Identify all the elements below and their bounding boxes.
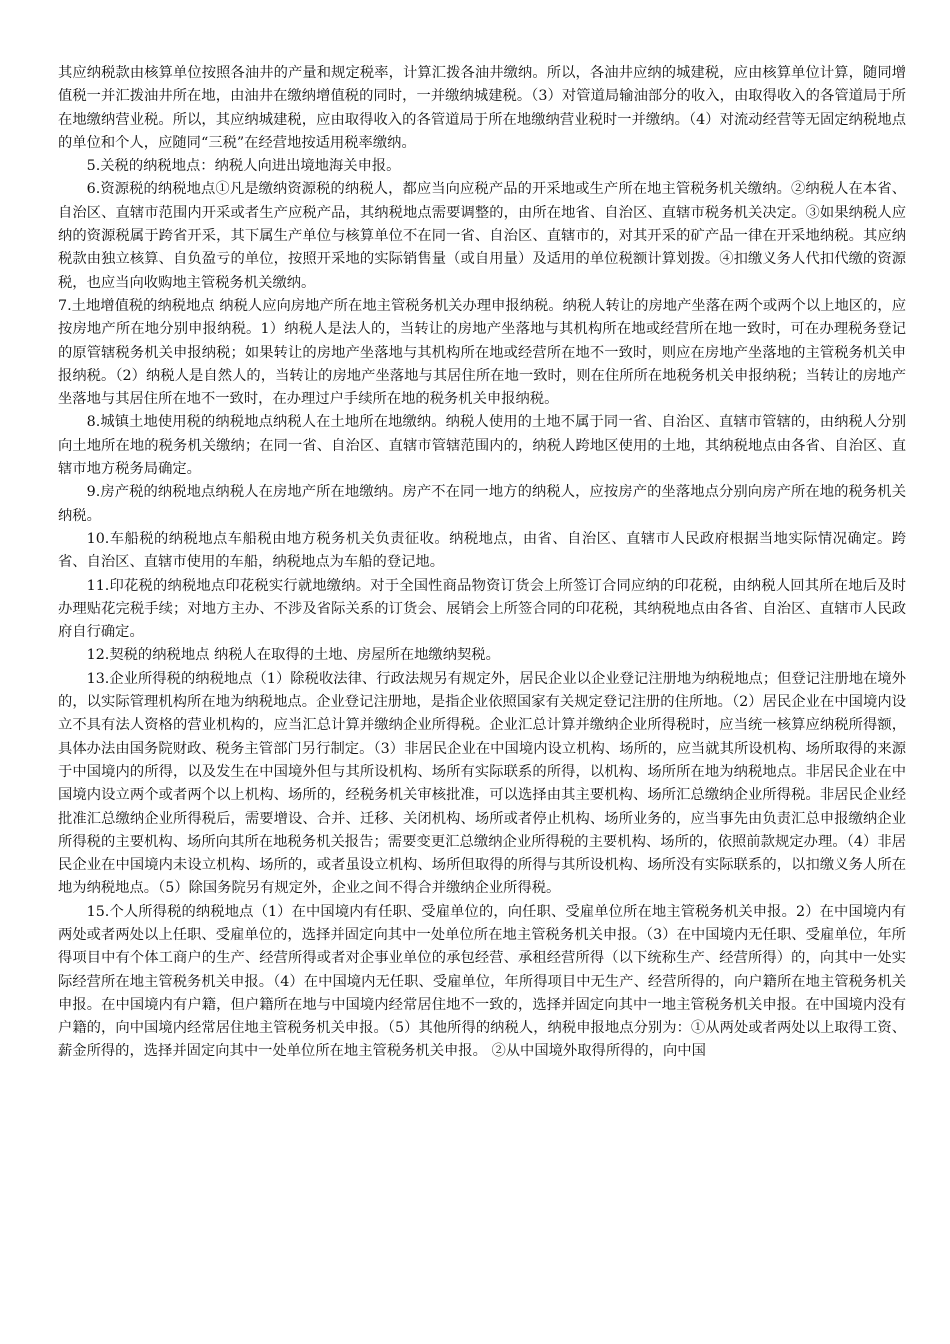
paragraph-enterprise-income-tax: 13.企业所得税的纳税地点（1）除税收法律、行政法规另有规定外，居民企业以企业登记注册地为纳税地点；但登记注册地在境外的，以实际管理机构所在地为纳税地点。企业登记注册地，是指企业依照国家有关规定登记注册的住所地。（2）居民企业在中国境内设立不具有法人资格的营业机构的，应当汇总计算并缴纳企业所得税。企业汇总计算并缴纳企业所得税时，应当统一核算应纳税所得额，具体办法由国务院财政、税务主管部门另行制定。（3）非居民企业在中国境内设立机构、场所的，应当就其所设机构、场所取得的来源于中国境内的所得，以及发生在中国境外但与其所设机构、场所有实际联系的所得，以机构、场所所在地为纳税地点。非居民企业在中国境内设立两个或者两个以上机构、场所的，经税务机关审核批准，可以选择由其主要机构、场所汇总缴纳企业所得税。非居民企业经批准汇总缴纳企业所得税后，需要增设、合并、迁移、关闭机构、场所或者停止机构、场所业务的，应当事先由负责汇总申报缴纳企业所得税的主要机构、场所向其所在地税务机关报告；需要变更汇总缴纳企业所得税的主要机构、场所的，依照前款规定办理。（4）非居民企业在中国境内未设立机构、场所的，或者虽设立机构、场所但取得的所得与其所设机构、场所没有实际联系的，以扣缴义务人所在地为纳税地点。（5）除国务院另有规定外，企业之间不得合并缴纳企业所得税。 [58,670,906,897]
paragraph-deed-tax: 12.契税的纳税地点 纳税人在取得的土地、房屋所在地缴纳契税。 [86,647,500,664]
paragraph-property-tax: 9.房产税的纳税地点纳税人在房地产所在地缴纳。房产不在同一地方的纳税人，应按房产的坐落地点分别向房产所在地的税务机关纳税。 [58,484,906,524]
paragraph-customs-duty: 5.关税的纳税地点：纳税人向进出境地海关申报。 [86,158,401,175]
paragraph-individual-income-tax: 15.个人所得税的纳税地点（1）在中国境内有任职、受雇单位的，向任职、受雇单位所在地主管税务机关申报。2）在中国境内有两处或者两处以上任职、受雇单位的，选择并固定向其中一处单位所在地主管税务机关申报。（3）在中国境内无任职、受雇单位，年所得项目中有个体工商户的生产、经营所得或者对企事业单位的承包经营、承租经营所得（以下统称生产、经营所得）的，向其中一处实际经营所在地主管税务机关申报。（4）在中国境内无任职、受雇单位，年所得项目中无生产、经营所得的，向户籍所在地主管税务机关申报。在中国境内有户籍，但户籍所在地与中国境内经常居住地不一致的，选择并固定向其中一地主管税务机关申报。在中国境内没有户籍的，向中国境内经常居住地主管税务机关申报。（5）其他所得的纳税人，纳税申报地点分别为：①从两处或者两处以上取得工资、薪金所得的，选择并固定向其中一处单位所在地主管税务机关申报。 ②从中国境外取得所得的，向中国 [58,903,906,1060]
paragraph-vehicle-vessel-tax: 10.车船税的纳税地点车船税由地方税务机关负责征收。纳税地点，由省、自治区、直辖市人民政府根据当地实际情况确定。跨省、自治区、直辖市使用的车船，纳税地点为车船的登记地。 [58,530,906,571]
paragraph-city-construction-tax-continued: 其应纳税款由核算单位按照各油井的产量和规定税率，计算汇拨各油井缴纳。所以，各油井应纳的城建税，应由核算单位计算，随同增值税一并汇拨油井所在地，由油井在缴纳增值税的同时，一并缴纳城建税。（3）对管道局输油部分的收入，由取得收入的各管道局于所在地缴纳营业税。所以，其应纳城建税，应由取得收入的各管道局于所在地缴纳营业税时一并缴纳。（4）对流动经营等无固定纳税地点的单位和个人，应随同“三税”在经营地按适用税率缴纳。 [58,65,906,151]
paragraph-urban-land-use-tax: 8.城镇土地使用税的纳税地点纳税人在土地所在地缴纳。纳税人使用的土地不属于同一省、自治区、直辖市管辖的，由纳税人分别向土地所在地的税务机关缴纳；在同一省、自治区、直辖市管辖范围内的，纳税人跨地区使用的土地，其纳税地点由各省、自治区、直辖市地方税务局确定。 [58,414,906,478]
paragraph-resource-tax: 6.资源税的纳税地点①凡是缴纳资源税的纳税人，都应当向应税产品的开采地或生产所在地主管税务机关缴纳。②纳税人在本省、自治区、直辖市范围内开采或者生产应税产品，其纳税地点需要调整的，由所在地省、自治区、直辖市税务机关决定。③如果纳税人应纳的资源税属于跨省开采，其下属生产单位与核算单位不在同一省、自治区、直辖市的，对其开采的矿产品一律在开采地纳税。其应纳税款由独立核算、自负盈亏的单位，按照开采地的实际销售量（或自用量）及适用的单位税额计算划拨。④扣缴义务人代扣代缴的资源税，也应当向收购地主管税务机关缴纳。 [58,181,906,291]
paragraph-land-appreciation-tax: 7.土地增值税的纳税地点 纳税人应向房地产所在地主管税务机关办理申报纳税。纳税人转让的房地产坐落在两个或两个以上地区的，应按房地产所在地分别申报纳税。1）纳税人是法人的，当转让的房地产坐落地与其机构所在地或经营所在地一致时，可在办理税务登记的原管辖税务机关申报纳税；如果转让的房地产坐落地与其机构所在地或经营所在地不一致时，则应在房地产坐落地的主管税务机关申报纳税。（2）纳税人是自然人的，当转让的房地产坐落地与其居住所在地一致时，则在住所所在地税务机关申报纳税；当转让的房地产坐落地与其居住所在地不一致时，在办理过户手续所在地的税务机关申报纳税。 [58,297,906,408]
paragraph-stamp-duty: 11.印花税的纳税地点印花税实行就地缴纳。对于全国性商品物资订货会上所签订合同应纳的印花税，由纳税人回其所在地后及时办理贴花完税手续；对地方主办、不涉及省际关系的订货会、展销会上所签合同的印花税，其纳税地点由各省、自治区、直辖市人民政府自行确定。 [58,577,906,641]
